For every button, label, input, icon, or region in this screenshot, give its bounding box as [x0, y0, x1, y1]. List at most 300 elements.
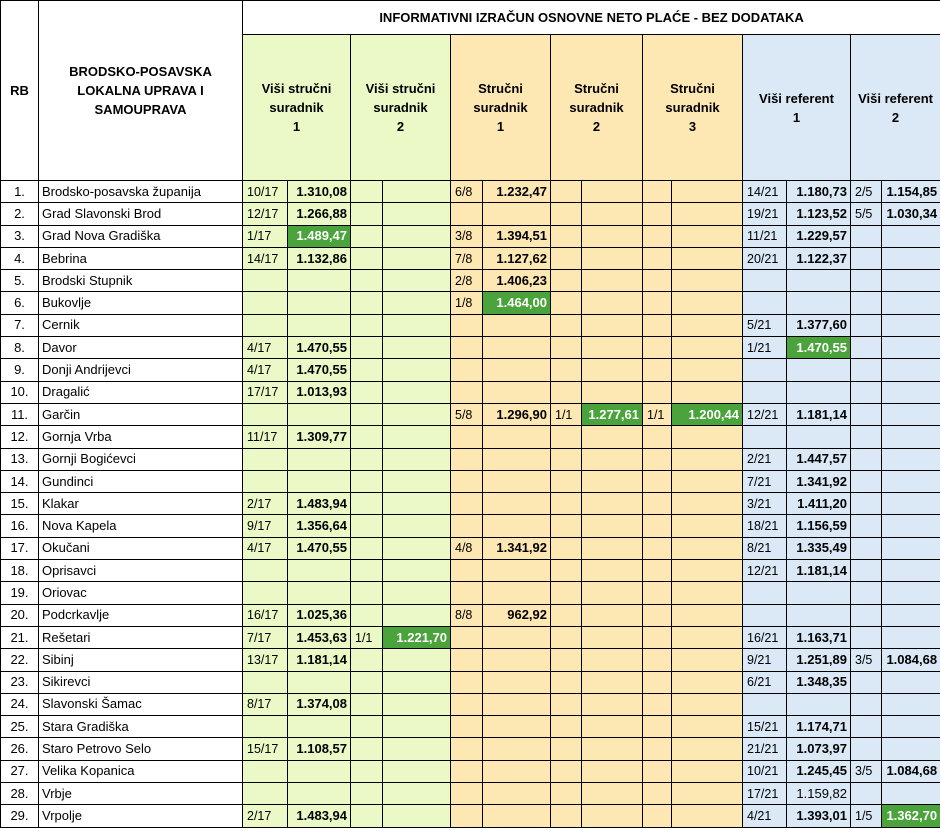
rank-cell	[351, 225, 383, 247]
row-number: 29.	[1, 805, 39, 827]
rank-cell	[743, 359, 787, 381]
unit-name: Staro Petrovo Selo	[39, 738, 243, 760]
row-number: 28.	[1, 783, 39, 805]
salary-value	[483, 493, 551, 515]
salary-value: 1.470,55	[288, 337, 351, 359]
rank-cell: 5/21	[743, 314, 787, 336]
rank-cell	[551, 292, 582, 314]
salary-value	[288, 760, 351, 782]
rank-cell	[351, 426, 383, 448]
salary-value	[672, 181, 743, 203]
salary-value	[582, 626, 643, 648]
salary-value: 1.229,57	[787, 225, 851, 247]
rank-cell: 8/17	[243, 693, 288, 715]
rank-cell	[643, 314, 672, 336]
rank-cell	[351, 181, 383, 203]
rb-header: RB	[1, 1, 39, 181]
position-header-7: Viši referent 2	[851, 35, 940, 181]
rank-cell	[351, 203, 383, 225]
rank-cell	[243, 716, 288, 738]
rank-cell	[551, 649, 582, 671]
unit-name: Bebrina	[39, 247, 243, 269]
unit-name: Nova Kapela	[39, 515, 243, 537]
table-row	[1, 716, 940, 738]
salary-value: 1.174,71	[787, 716, 851, 738]
salary-value	[672, 515, 743, 537]
rank-cell	[243, 582, 288, 604]
rank-cell	[551, 470, 582, 492]
salary-value	[672, 805, 743, 827]
table-row	[1, 783, 940, 805]
salary-value: 1.181,14	[787, 403, 851, 425]
salary-value: 1.374,08	[288, 693, 351, 715]
rank-cell: 19/21	[743, 203, 787, 225]
rank-cell: 12/21	[743, 560, 787, 582]
salary-value	[483, 515, 551, 537]
rank-cell	[551, 247, 582, 269]
salary-value	[383, 292, 451, 314]
salary-value	[483, 560, 551, 582]
row-number: 11.	[1, 403, 39, 425]
salary-value: 1.377,60	[787, 314, 851, 336]
rank-cell: 12/17	[243, 203, 288, 225]
table-row	[1, 359, 940, 381]
rank-cell: 9/17	[243, 515, 288, 537]
rank-cell	[851, 537, 882, 559]
rank-cell	[551, 560, 582, 582]
rank-cell	[451, 738, 483, 760]
salary-value: 1.156,59	[787, 515, 851, 537]
salary-value	[882, 381, 940, 403]
unit-name: Dragalić	[39, 381, 243, 403]
table-row	[1, 649, 940, 671]
salary-value	[582, 515, 643, 537]
salary-value: 1.309,77	[288, 426, 351, 448]
rank-cell	[851, 604, 882, 626]
rank-cell	[551, 426, 582, 448]
rank-cell: 1/21	[743, 337, 787, 359]
salary-value	[882, 426, 940, 448]
rank-cell: 11/17	[243, 426, 288, 448]
rank-cell	[643, 560, 672, 582]
rank-cell	[351, 448, 383, 470]
unit-name: Donji Andrijevci	[39, 359, 243, 381]
rank-cell	[851, 247, 882, 269]
salary-value	[882, 314, 940, 336]
salary-value	[582, 604, 643, 626]
row-number: 10.	[1, 381, 39, 403]
rank-cell: 4/8	[451, 537, 483, 559]
table-row	[1, 426, 940, 448]
salary-value	[383, 560, 451, 582]
position-header-4: Stručni suradnik 2	[551, 35, 643, 181]
salary-value	[672, 649, 743, 671]
salary-value	[383, 716, 451, 738]
row-number: 12.	[1, 426, 39, 448]
table-row	[1, 270, 940, 292]
salary-value	[383, 448, 451, 470]
rank-cell	[243, 783, 288, 805]
salary-value: 1.393,01	[787, 805, 851, 827]
salary-value	[672, 359, 743, 381]
salary-value	[483, 671, 551, 693]
rank-cell: 3/21	[743, 493, 787, 515]
salary-value: 1.411,20	[787, 493, 851, 515]
row-number: 23.	[1, 671, 39, 693]
rank-cell	[851, 381, 882, 403]
rank-cell	[351, 403, 383, 425]
position-header-5: Stručni suradnik 3	[643, 35, 743, 181]
salary-value	[582, 470, 643, 492]
rank-cell	[643, 649, 672, 671]
salary-value	[787, 582, 851, 604]
salary-value	[383, 314, 451, 336]
rank-cell	[451, 203, 483, 225]
row-number: 9.	[1, 359, 39, 381]
salary-value: 1.296,90	[483, 403, 551, 425]
salary-value	[672, 448, 743, 470]
rank-cell	[451, 515, 483, 537]
table-row	[1, 805, 940, 827]
salary-value	[582, 181, 643, 203]
rank-cell	[643, 426, 672, 448]
rank-cell	[351, 470, 383, 492]
position-header-2: Viši stručni suradnik 2	[351, 35, 451, 181]
salary-value	[672, 760, 743, 782]
salary-value: 1.470,55	[288, 537, 351, 559]
rank-cell	[551, 181, 582, 203]
rank-cell: 10/17	[243, 181, 288, 203]
rank-cell	[451, 560, 483, 582]
salary-value	[483, 314, 551, 336]
salary-value	[582, 270, 643, 292]
salary-value	[672, 560, 743, 582]
rank-cell	[643, 738, 672, 760]
salary-value: 1.180,73	[787, 181, 851, 203]
rank-cell	[643, 493, 672, 515]
unit-name: Velika Kopanica	[39, 760, 243, 782]
salary-value	[582, 805, 643, 827]
table-row	[1, 470, 940, 492]
unit-header: BRODSKO-POSAVSKA LOKALNA UPRAVA I SAMOUPRAVA	[39, 1, 243, 181]
rank-cell	[643, 626, 672, 648]
salary-value	[483, 359, 551, 381]
rank-cell	[351, 537, 383, 559]
salary-value	[288, 470, 351, 492]
rank-cell	[551, 671, 582, 693]
rank-cell	[351, 604, 383, 626]
salary-value: 1.132,86	[288, 247, 351, 269]
rank-cell	[851, 426, 882, 448]
table-row	[1, 604, 940, 626]
rank-cell	[551, 448, 582, 470]
salary-value	[383, 493, 451, 515]
salary-value	[582, 426, 643, 448]
salary-value: 1.470,55	[787, 337, 851, 359]
salary-value	[672, 337, 743, 359]
rank-cell: 2/8	[451, 270, 483, 292]
rank-cell	[851, 470, 882, 492]
salary-value: 1.073,97	[787, 738, 851, 760]
salary-value: 1.251,89	[787, 649, 851, 671]
salary-value	[383, 270, 451, 292]
salary-value: 1.122,37	[787, 247, 851, 269]
rank-cell	[851, 270, 882, 292]
salary-value	[383, 582, 451, 604]
rank-cell	[851, 626, 882, 648]
salary-value	[288, 560, 351, 582]
rank-cell	[451, 760, 483, 782]
rank-cell: 4/17	[243, 337, 288, 359]
salary-value	[383, 604, 451, 626]
rank-cell	[243, 470, 288, 492]
row-number: 2.	[1, 203, 39, 225]
salary-value	[288, 270, 351, 292]
salary-value: 1.348,35	[787, 671, 851, 693]
salary-value	[288, 448, 351, 470]
rank-cell: 20/21	[743, 247, 787, 269]
table-row	[1, 760, 940, 782]
salary-value	[582, 292, 643, 314]
salary-value: 1.030,34	[882, 203, 940, 225]
salary-value	[483, 805, 551, 827]
rank-cell: 1/17	[243, 225, 288, 247]
salary-value: 1.013,93	[288, 381, 351, 403]
rank-cell: 3/5	[851, 760, 882, 782]
table-row	[1, 693, 940, 715]
rank-cell	[643, 247, 672, 269]
salary-value	[483, 448, 551, 470]
unit-name: Grad Nova Gradiška	[39, 225, 243, 247]
salary-value	[582, 716, 643, 738]
salary-value	[672, 604, 743, 626]
rank-cell: 4/21	[743, 805, 787, 827]
salary-value	[383, 426, 451, 448]
unit-name: Brodski Stupnik	[39, 270, 243, 292]
row-number: 26.	[1, 738, 39, 760]
salary-value	[483, 426, 551, 448]
row-number: 27.	[1, 760, 39, 782]
unit-name: Bukovlje	[39, 292, 243, 314]
row-number: 22.	[1, 649, 39, 671]
salary-value	[672, 247, 743, 269]
row-number: 20.	[1, 604, 39, 626]
rank-cell	[851, 403, 882, 425]
rank-cell	[551, 760, 582, 782]
salary-value	[288, 783, 351, 805]
unit-name: Gornja Vrba	[39, 426, 243, 448]
rank-cell: 5/5	[851, 203, 882, 225]
rank-cell: 14/17	[243, 247, 288, 269]
salary-value	[672, 203, 743, 225]
salary-value	[288, 314, 351, 336]
rank-cell	[551, 359, 582, 381]
rank-cell: 18/21	[743, 515, 787, 537]
rank-cell: 2/17	[243, 805, 288, 827]
rank-cell: 7/17	[243, 626, 288, 648]
rank-cell	[451, 671, 483, 693]
rank-cell	[643, 582, 672, 604]
rank-cell	[643, 537, 672, 559]
rank-cell	[451, 314, 483, 336]
rank-cell: 3/5	[851, 649, 882, 671]
salary-value: 1.483,94	[288, 493, 351, 515]
rank-cell	[851, 582, 882, 604]
rank-cell: 21/21	[743, 738, 787, 760]
salary-value	[882, 626, 940, 648]
rank-cell	[351, 247, 383, 269]
rank-cell	[643, 359, 672, 381]
table-row	[1, 448, 940, 470]
rank-cell	[451, 337, 483, 359]
rank-cell	[851, 783, 882, 805]
salary-value	[787, 292, 851, 314]
table-row	[1, 403, 940, 425]
row-number: 1.	[1, 181, 39, 203]
rank-cell	[551, 582, 582, 604]
rank-cell	[643, 716, 672, 738]
unit-name: Rešetari	[39, 626, 243, 648]
rank-cell	[451, 626, 483, 648]
salary-value	[582, 738, 643, 760]
salary-value	[582, 381, 643, 403]
rank-cell	[643, 805, 672, 827]
salary-value	[882, 537, 940, 559]
salary-value	[288, 582, 351, 604]
rank-cell	[351, 582, 383, 604]
rank-cell	[643, 181, 672, 203]
unit-name: Vrbje	[39, 783, 243, 805]
unit-name: Sikirevci	[39, 671, 243, 693]
salary-value	[383, 649, 451, 671]
rank-cell	[743, 582, 787, 604]
salary-value	[672, 470, 743, 492]
rank-cell	[451, 448, 483, 470]
rank-cell: 1/1	[551, 403, 582, 425]
salary-value	[483, 693, 551, 715]
salary-value: 1.447,57	[787, 448, 851, 470]
unit-name: Podcrkavlje	[39, 604, 243, 626]
rank-cell	[551, 314, 582, 336]
salary-value	[882, 337, 940, 359]
rank-cell	[351, 738, 383, 760]
table-row	[1, 314, 940, 336]
unit-name: Slavonski Šamac	[39, 693, 243, 715]
rank-cell	[351, 515, 383, 537]
salary-value	[882, 225, 940, 247]
row-number: 8.	[1, 337, 39, 359]
salary-value	[882, 515, 940, 537]
salary-value	[288, 716, 351, 738]
rank-cell: 11/21	[743, 225, 787, 247]
rank-cell	[851, 716, 882, 738]
salary-value: 1.310,08	[288, 181, 351, 203]
salary-value: 1.084,68	[882, 649, 940, 671]
rank-cell: 12/21	[743, 403, 787, 425]
salary-value	[672, 381, 743, 403]
rank-cell	[351, 671, 383, 693]
rank-cell	[643, 448, 672, 470]
salary-value	[787, 426, 851, 448]
salary-value	[288, 403, 351, 425]
salary-value	[383, 470, 451, 492]
rank-cell: 6/21	[743, 671, 787, 693]
salary-value	[483, 381, 551, 403]
salary-value	[483, 783, 551, 805]
rank-cell	[551, 783, 582, 805]
salary-value: 1.453,63	[288, 626, 351, 648]
salary-value: 1.362,70	[882, 805, 940, 827]
rank-cell	[351, 805, 383, 827]
rank-cell	[351, 493, 383, 515]
rank-cell	[851, 359, 882, 381]
salary-value	[672, 493, 743, 515]
salary-value: 1.181,14	[288, 649, 351, 671]
unit-name: Klakar	[39, 493, 243, 515]
salary-value	[582, 493, 643, 515]
rank-cell	[351, 314, 383, 336]
salary-value	[672, 537, 743, 559]
rank-cell	[851, 493, 882, 515]
rank-cell	[851, 693, 882, 715]
salary-value	[383, 337, 451, 359]
salary-value	[787, 359, 851, 381]
rank-cell	[451, 649, 483, 671]
position-header-1: Viši stručni suradnik 1	[243, 35, 351, 181]
rank-cell	[351, 649, 383, 671]
salary-value: 1.335,49	[787, 537, 851, 559]
rank-cell	[451, 359, 483, 381]
rank-cell: 8/21	[743, 537, 787, 559]
rank-cell	[243, 403, 288, 425]
salary-value	[582, 337, 643, 359]
rank-cell	[243, 760, 288, 782]
rank-cell: 17/17	[243, 381, 288, 403]
salary-value	[288, 671, 351, 693]
unit-name: Gornji Bogićevci	[39, 448, 243, 470]
salary-value	[672, 225, 743, 247]
rank-cell: 3/8	[451, 225, 483, 247]
row-number: 6.	[1, 292, 39, 314]
rank-cell	[643, 225, 672, 247]
salary-value	[882, 270, 940, 292]
rank-cell	[243, 448, 288, 470]
rank-cell: 1/1	[351, 626, 383, 648]
unit-name: Vrpolje	[39, 805, 243, 827]
rank-cell	[643, 470, 672, 492]
rank-cell: 13/17	[243, 649, 288, 671]
salary-value: 1.489,47	[288, 225, 351, 247]
salary-value	[483, 716, 551, 738]
table-row	[1, 493, 940, 515]
salary-value	[672, 270, 743, 292]
rank-cell	[743, 270, 787, 292]
salary-value: 1.341,92	[483, 537, 551, 559]
salary-value	[582, 247, 643, 269]
rank-cell	[551, 805, 582, 827]
rank-cell: 1/8	[451, 292, 483, 314]
salary-value	[383, 760, 451, 782]
salary-value: 1.277,61	[582, 403, 643, 425]
rank-cell	[643, 292, 672, 314]
rank-cell	[551, 493, 582, 515]
salary-value	[383, 247, 451, 269]
rank-cell	[351, 693, 383, 715]
salary-value: 1.025,36	[288, 604, 351, 626]
table-row	[1, 337, 940, 359]
salary-value	[483, 337, 551, 359]
salary-value	[787, 381, 851, 403]
